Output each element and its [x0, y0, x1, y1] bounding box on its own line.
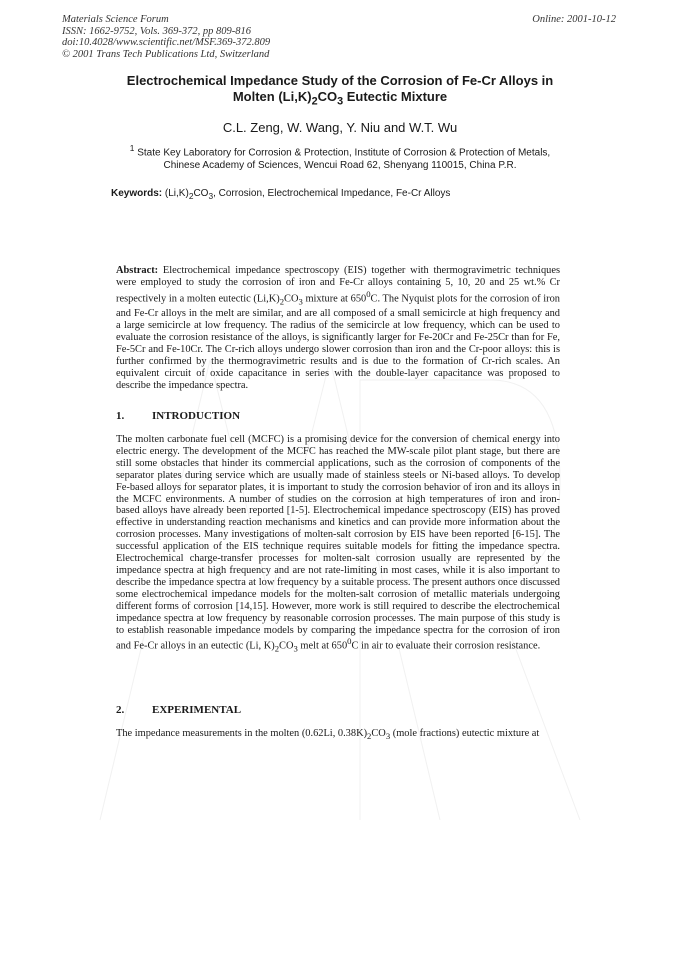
keywords: Keywords: $(Li,K)_2CO_3$, Corrosion, Electrochemical Impedance, Fe-Cr Alloys [111, 188, 451, 201]
affiliation-line-2: Chinese Academy of Sciences, Wencui Road 62, Shenyang 110015, China P.R. [163, 159, 517, 171]
title-line-2: Molten $(Li,K)_2CO_3$ Eutectic Mixture [232, 89, 448, 108]
experimental-paragraph: The impedance measurements in the molten (0.62Li, $0.38K)_2CO_3$ (mole fractions) eutectic mixture at [116, 728, 540, 742]
copyright-line: © 2001 Trans Tech Publications Ltd, Switzerland [62, 48, 270, 60]
title-line-1: Electrochemical Impedance Study of the Corrosion of Fe-Cr Alloys in [126, 73, 554, 88]
publication-meta [62, 14, 270, 60]
paper-title [100, 73, 580, 110]
author-list: C.L. Zeng, W. Wang, Y. Niu and W.T. Wu [222, 120, 458, 135]
journal-name: Materials Science Forum [62, 14, 169, 25]
abstract-label: Abstract: [116, 265, 159, 276]
affiliation [110, 142, 570, 172]
section-heading-experimental: 2. EXPERIMENTAL [116, 704, 242, 716]
section-heading-introduction: 1. INTRODUCTION [116, 410, 241, 422]
online-date: Online: 2001-10-12 [532, 14, 616, 25]
introduction-paragraph: The molten carbonate fuel cell (MCFC) is a promising device for the conversion of chemical energy into electric energy. The development of the MCFC has reached the MW-scale pilot plant stage, but there are still some obstacles that hinder its commercial applications, such as the corrosion of components of the separator plates during service which are usually made of stainless steels or Ni-based alloys. To develop Fe-based alloys for separator plates, it is important to study the corrosion behavior of iron and its alloys in the MCFC environments. A number of studies on the corrosion at high temperatures of iron and iron-based alloys have already been reported [1-5]. Electrochemical impedance spectroscopy (EIS) has proved effective in understanding reaction mechanisms and kinetics and can provide more information about the corrosion processes. Many investigations of molten-salt corrosion by EIS have been reported [6-15]. The successful application of the EIS technique requires suitable models for fitting the impedance spectra. Electrochemical charge-transfer processes for molten-salt corrosion usually are represented by the impedance spectra at high frequency and are not rate-limiting in most cases, while it is also important to describe the impedance spectra at low frequency by a suitable process. The present authors once discussed some electrochemical impedance models for the molten-salt corrosion of metallic materials undergoing different forms of corrosion [14,15]. However, more work is still required to describe the electrochemical impedance spectra at low frequency by reasonable corrosion processes. The main purpose of this study is to establish reasonable impedance models by comparing the impedance spectra for the corrosion of iron and Fe-Cr alloys in an eutectic (Li, $K)_2CO_3$ melt at $650^0C$ in air to evaluate their corrosion resistance. [116, 434, 560, 654]
affiliation-line-1: $^1$ State Key Laboratory for Corrosion & Protection, Institute of Corrosion & Protection of Metals, [129, 143, 551, 159]
issn-line: ISSN: 1662-9752, Vols. 369-372, pp 809-816 [62, 25, 251, 37]
abstract-paragraph: Abstract: Electrochemical impedance spectroscopy (EIS) together with thermogravimetric techniques were employed to study the corrosion of iron and Fe-Cr alloys containing 5, 10, 20 and 25 wt.% Cr respectively in a molten eutectic $(Li,K)_2CO_3$ mixture at $650^0C$. The Nyquist plots for the corrosion of iron and Fe-Cr alloys in the melt are similar, and are all composed of a small semicircle at high frequency and a large semicircle at low frequency. The radius of the semicircle at low frequency, which can be used to evaluate the corrosion resistance of the alloys, is significantly larger for Fe-20Cr and Fe-25Cr than for Fe, Fe-5Cr and Fe-10Cr. The Cr-rich alloys undergo slower corrosion than iron and the Cr-poor alloys: this is further confirmed by the thermogravimetric results and is due to the formation of Cr-rich scales. An equivalent circuit of oxide capacitance in series with the double-layer capacitance was proposed to describe the impedance spectra. [116, 265, 560, 391]
doi-line: doi:10.4028/www.scientific.net/MSF.369-372.809 [62, 37, 271, 48]
keywords-label: Keywords: [111, 188, 163, 199]
